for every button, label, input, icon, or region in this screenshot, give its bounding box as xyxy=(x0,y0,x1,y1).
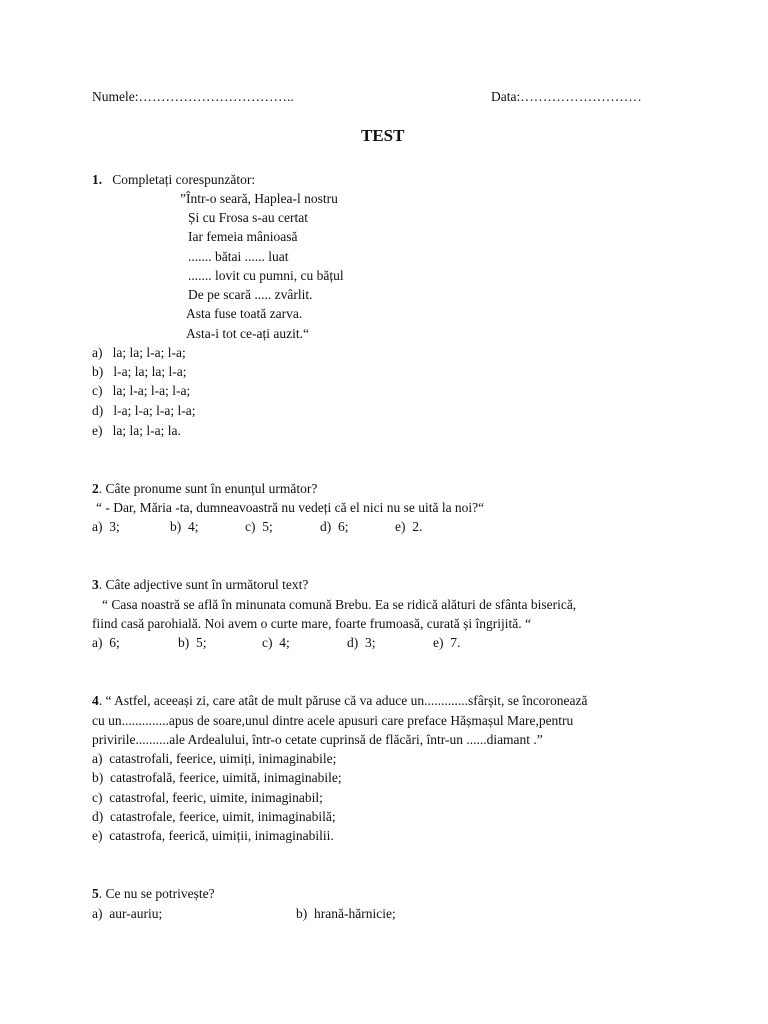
answer-option: e) 7. xyxy=(433,635,461,650)
answer-option: d) 3; xyxy=(347,635,376,650)
answer-option: c) 5; xyxy=(245,519,273,534)
question-prompt: . Câte adjective sunt în următorul text? xyxy=(98,577,309,592)
name-field-label: Numele:…………………………….. xyxy=(92,89,294,104)
date-field-label: Data:……………………… xyxy=(491,89,642,104)
poem-line: De pe scară ..... zvârlit. xyxy=(188,287,313,302)
answer-option: d) catastrofale, feerice, uimit, inimaginabilă; xyxy=(92,809,336,824)
poem-line: Iar femeia mânioasă xyxy=(188,229,298,244)
page-title: TEST xyxy=(361,126,405,145)
answer-option: a) aur-auriu; xyxy=(92,906,163,921)
question-1-heading xyxy=(92,170,255,190)
answer-option: b) catastrofală, feerice, uimită, inimaginabile; xyxy=(92,770,342,785)
question-text-line: fiind casă parohială. Noi avem o curte mare, foarte frumoasă, curată și îngrijită. “ xyxy=(92,616,531,631)
answer-option: c) catastrofal, feeric, uimite, inimaginabil; xyxy=(92,790,323,805)
answer-option: d) l-a; l-a; l-a; l-a; xyxy=(92,403,196,418)
poem-line: Și cu Frosa s-au certat xyxy=(188,210,308,225)
answer-option: b) hrană-hărnicie; xyxy=(296,906,396,921)
question-number: 2 xyxy=(92,481,99,496)
answer-options-row xyxy=(92,904,492,924)
answer-option: b) 5; xyxy=(178,635,207,650)
poem-line: ....... bătai ...... luat xyxy=(188,249,289,264)
answer-option: e) catastrofa, feerică, uimiții, inimaginabilii. xyxy=(92,828,334,843)
question-text-line: . “ Astfel, aceeași zi, care atât de mult păruse că va aduce un.............sfârșit, se încoronează xyxy=(98,693,588,708)
question-number: 5 xyxy=(92,886,99,901)
question-number: 3 xyxy=(92,577,99,592)
answer-option: d) 6; xyxy=(320,519,349,534)
answer-option: e) la; la; l-a; la. xyxy=(92,423,181,438)
answer-option: c) 4; xyxy=(262,635,290,650)
answer-options-row xyxy=(92,633,512,653)
answer-option: a) 6; xyxy=(92,635,120,650)
poem-line: ....... lovit cu pumni, cu bățul xyxy=(188,268,344,283)
poem-line: Asta-i tot ce-ați auzit.“ xyxy=(186,326,309,341)
answer-options-row xyxy=(92,517,492,537)
question-3-heading xyxy=(92,575,308,595)
answer-option: a) 3; xyxy=(92,519,120,534)
question-2-heading xyxy=(92,479,317,499)
question-number: 4 xyxy=(92,693,99,708)
question-text-line: “ Casa noastră se află în minunata comună Brebu. Ea se ridică alături de sfânta biserică, xyxy=(102,597,577,612)
question-prompt: Completați corespunzător: xyxy=(112,172,256,187)
poem-line: ”Într-o seară, Haplea-l nostru xyxy=(180,191,338,206)
question-4-heading xyxy=(92,691,588,711)
question-quote: “ - Dar, Măria -ta, dumneavoastră nu vedeți că el nici nu se uită la noi?“ xyxy=(96,500,485,515)
question-text-line: privirile..........ale Ardealului, într-o cetate cuprinsă de flăcări, într-un ......diamant .” xyxy=(92,732,543,747)
question-prompt: . Ce nu se potrivește? xyxy=(98,886,215,901)
question-text-line: cu un..............apus de soare,unul dintre acele apusuri care preface Hășmașul Mare,pentru xyxy=(92,713,574,728)
answer-option: b) 4; xyxy=(170,519,199,534)
answer-option: e) 2. xyxy=(395,519,423,534)
answer-option: b) l-a; la; la; l-a; xyxy=(92,364,187,379)
answer-option: a) la; la; l-a; l-a; xyxy=(92,345,186,360)
answer-option: c) la; l-a; l-a; l-a; xyxy=(92,383,191,398)
question-5-heading xyxy=(92,884,215,904)
question-number: 1. xyxy=(92,172,103,187)
poem-line: Asta fuse toată zarva. xyxy=(186,306,303,321)
answer-option: a) catastrofali, feerice, uimiți, inimaginabile; xyxy=(92,751,337,766)
question-prompt: . Câte pronume sunt în enunțul următor? xyxy=(98,481,318,496)
